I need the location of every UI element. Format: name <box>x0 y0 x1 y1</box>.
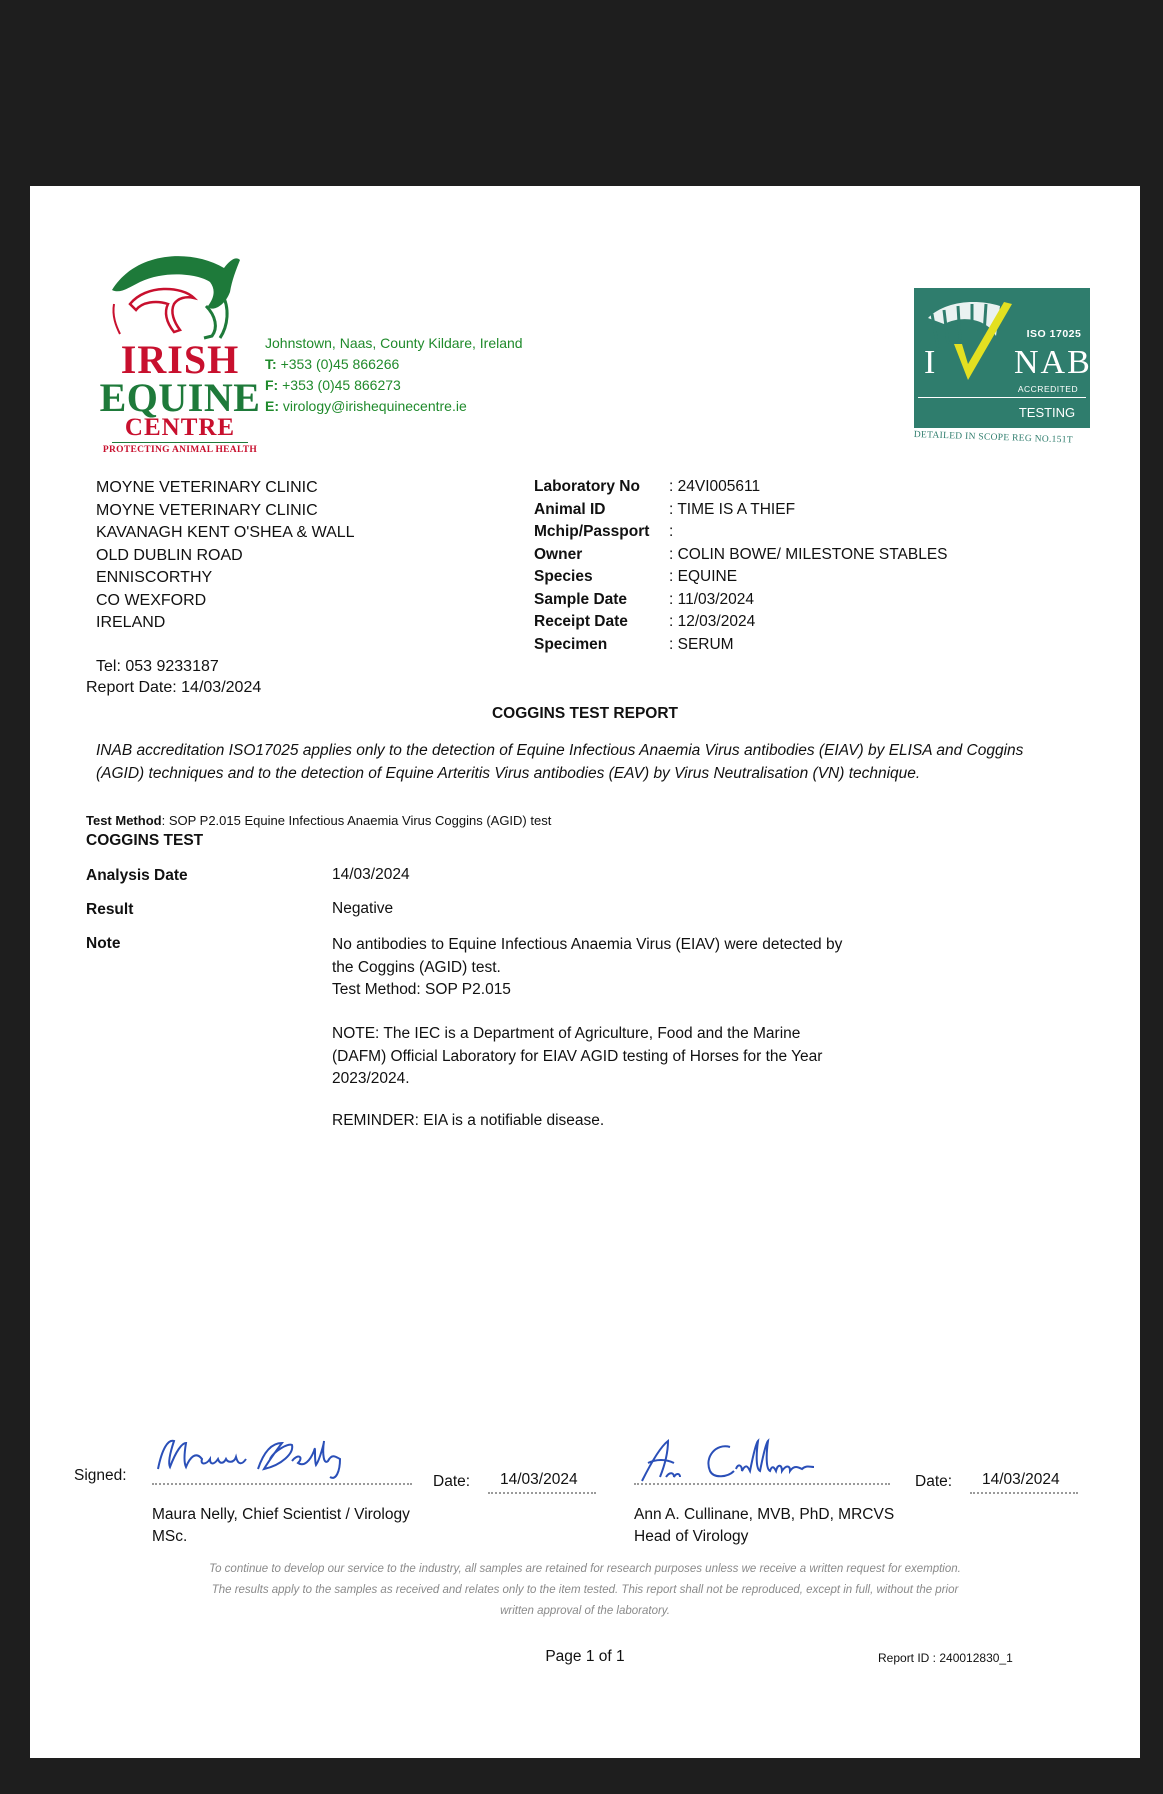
lab-address: Johnstown, Naas, County Kildare, Ireland <box>265 335 523 351</box>
note-text <box>332 934 842 1002</box>
logo-word-irish: IRISH <box>120 337 240 382</box>
detail-label: Animal ID <box>534 500 606 518</box>
accreditation-note: INAB accreditation ISO17025 applies only to the detection of Equine Infectious Anaemia Virus antibodies (EIAV) by ELISA and Coggins (AGID) techniques and to the detection of Equine Arteritis Virus antibodies (EAV) by Virus Neutralisation (VN) technique. <box>96 742 1024 782</box>
detail-label: Specimen <box>534 635 608 653</box>
sample-details <box>534 478 1094 658</box>
inab-testing: TESTING <box>1018 405 1076 420</box>
reminder: REMINDER: EIA is a notifiable disease. <box>332 1112 605 1129</box>
detail-row <box>534 546 1094 569</box>
inab-accredited: ACCREDITED <box>1017 384 1079 394</box>
test-method-label: Test Method <box>86 813 162 828</box>
signature-line-left <box>152 1483 412 1485</box>
report-page <box>30 186 1140 1758</box>
detail-value: : SERUM <box>669 635 734 653</box>
irish-equine-centre-logo <box>90 246 270 454</box>
detail-label: Receipt Date <box>534 613 628 630</box>
detail-label: Sample Date <box>534 590 628 608</box>
detail-row <box>534 636 1094 659</box>
dafm-line: 2023/2024. <box>332 1070 410 1087</box>
recipient-line: KAVANAGH KENT O'SHEA & WALL <box>96 524 355 541</box>
dafm-line: NOTE: The IEC is a Department of Agriculture, Food and the Marine <box>332 1025 801 1042</box>
signatory-left-name: Maura Nelly, Chief Scientist / Virology <box>152 1506 410 1523</box>
detail-value: : EQUINE <box>669 568 738 585</box>
detail-label: Owner <box>534 545 583 563</box>
detail-row <box>534 501 1094 524</box>
logo-word-centre: CENTRE <box>124 414 236 441</box>
date-value-left: 14/03/2024 <box>500 1471 578 1488</box>
signatory-left-title: MSc. <box>152 1527 188 1545</box>
horse-logo-icon <box>90 246 270 346</box>
logo-word-equine: EQUINE <box>99 375 261 420</box>
analysis-date-value: 14/03/2024 <box>332 866 410 883</box>
inab-scope: DETAILED IN SCOPE REG NO.151T <box>913 430 1074 446</box>
recipient-line: ENNISCORTHY <box>96 569 213 586</box>
recipient-line: MOYNE VETERINARY CLINIC <box>96 479 318 496</box>
detail-row <box>534 478 1094 501</box>
logo-divider <box>112 442 248 443</box>
detail-value: : <box>669 523 674 540</box>
detail-value: : COLIN BOWE/ MILESTONE STABLES <box>669 545 948 563</box>
note-line: No antibodies to Equine Infectious Anaemia Virus (EIAV) were detected by <box>332 936 843 953</box>
inab-iso: ISO 17025 <box>1026 328 1082 340</box>
signatory-right-title: Head of Virology <box>634 1527 749 1545</box>
signature-maura-nelly <box>152 1429 412 1485</box>
note-line: Test Method: SOP P2.015 <box>332 981 511 998</box>
report-id: Report ID : 240012830_1 <box>878 1651 1013 1665</box>
date-value-right: 14/03/2024 <box>982 1471 1060 1488</box>
lab-fax: +353 (0)45 866273 <box>282 377 401 393</box>
detail-label: Mchip/Passport <box>534 523 650 540</box>
dafm-line: (DAFM) Official Laboratory for EIAV AGID testing of Horses for the Year <box>332 1047 823 1065</box>
disclaimer-line: The results apply to the samples as received and relates only to the item tested. This report shall not be reproduced, except in full, without the prior <box>211 1584 959 1596</box>
detail-row <box>534 523 1094 546</box>
signatory-right-name: Ann A. Cullinane, MVB, PhD, MRCVS <box>634 1506 895 1523</box>
detail-value: : TIME IS A THIEF <box>669 500 796 518</box>
lab-email: virology@irishequinecentre.ie <box>282 398 467 414</box>
recipient-line: MOYNE VETERINARY CLINIC <box>96 501 318 519</box>
note-line: the Coggins (AGID) test. <box>332 958 501 976</box>
detail-label: Laboratory No <box>534 478 640 495</box>
fax-label: F: <box>265 377 279 393</box>
result-value: Negative <box>332 900 394 917</box>
analysis-date-label: Analysis Date <box>86 867 188 884</box>
signature-line-right <box>634 1483 890 1485</box>
report-date: Report Date: 14/03/2024 <box>86 679 262 696</box>
email-label: E: <box>265 398 279 414</box>
report-title: COGGINS TEST REPORT <box>491 705 678 722</box>
date-label-left: Date: <box>433 1473 471 1490</box>
recipient-address <box>96 477 355 635</box>
detail-value: : 11/03/2024 <box>669 590 755 608</box>
section-title: COGGINS TEST <box>86 832 204 849</box>
signatory-right <box>634 1504 894 1547</box>
detail-row <box>534 613 1094 636</box>
signatory-left <box>152 1504 410 1547</box>
detail-label: Species <box>534 568 593 585</box>
disclaimer <box>30 1559 1140 1622</box>
disclaimer-line: To continue to develop our service to the industry, all samples are retained for research purposes unless we receive a written request for exemption. <box>209 1563 961 1575</box>
detail-value: : 12/03/2024 <box>669 613 756 630</box>
lab-tel: +353 (0)45 866266 <box>280 356 400 372</box>
recipient-line: CO WEXFORD <box>96 591 207 609</box>
detail-row <box>534 568 1094 591</box>
recipient-line: OLD DUBLIN ROAD <box>96 546 243 564</box>
date-line-left <box>488 1492 596 1494</box>
dafm-note <box>332 1023 822 1091</box>
test-method-value: : SOP P2.015 Equine Infectious Anaemia Virus Coggins (AGID) test <box>161 813 552 828</box>
lab-contact <box>265 333 523 417</box>
recipient-line: IRELAND <box>96 614 166 631</box>
inab-name: NAB <box>1014 344 1092 381</box>
note-label: Note <box>86 935 121 952</box>
page-number: Page 1 of 1 <box>545 1648 625 1665</box>
detail-value: : 24VI005611 <box>669 478 761 495</box>
recipient-tel: Tel: 053 9233187 <box>96 658 219 675</box>
tel-label: T: <box>265 356 277 372</box>
inab-accreditation-logo <box>914 288 1094 448</box>
signed-label: Signed: <box>74 1467 127 1484</box>
inab-i: I <box>924 344 936 381</box>
date-line-right <box>970 1492 1078 1494</box>
date-label-right: Date: <box>915 1473 953 1490</box>
detail-row <box>534 591 1094 614</box>
signature-ann-cullinane <box>634 1433 864 1489</box>
logo-tagline: PROTECTING ANIMAL HEALTH <box>102 445 258 455</box>
test-method <box>86 813 551 828</box>
disclaimer-line: written approval of the laboratory. <box>500 1605 670 1617</box>
result-label: Result <box>86 901 134 918</box>
